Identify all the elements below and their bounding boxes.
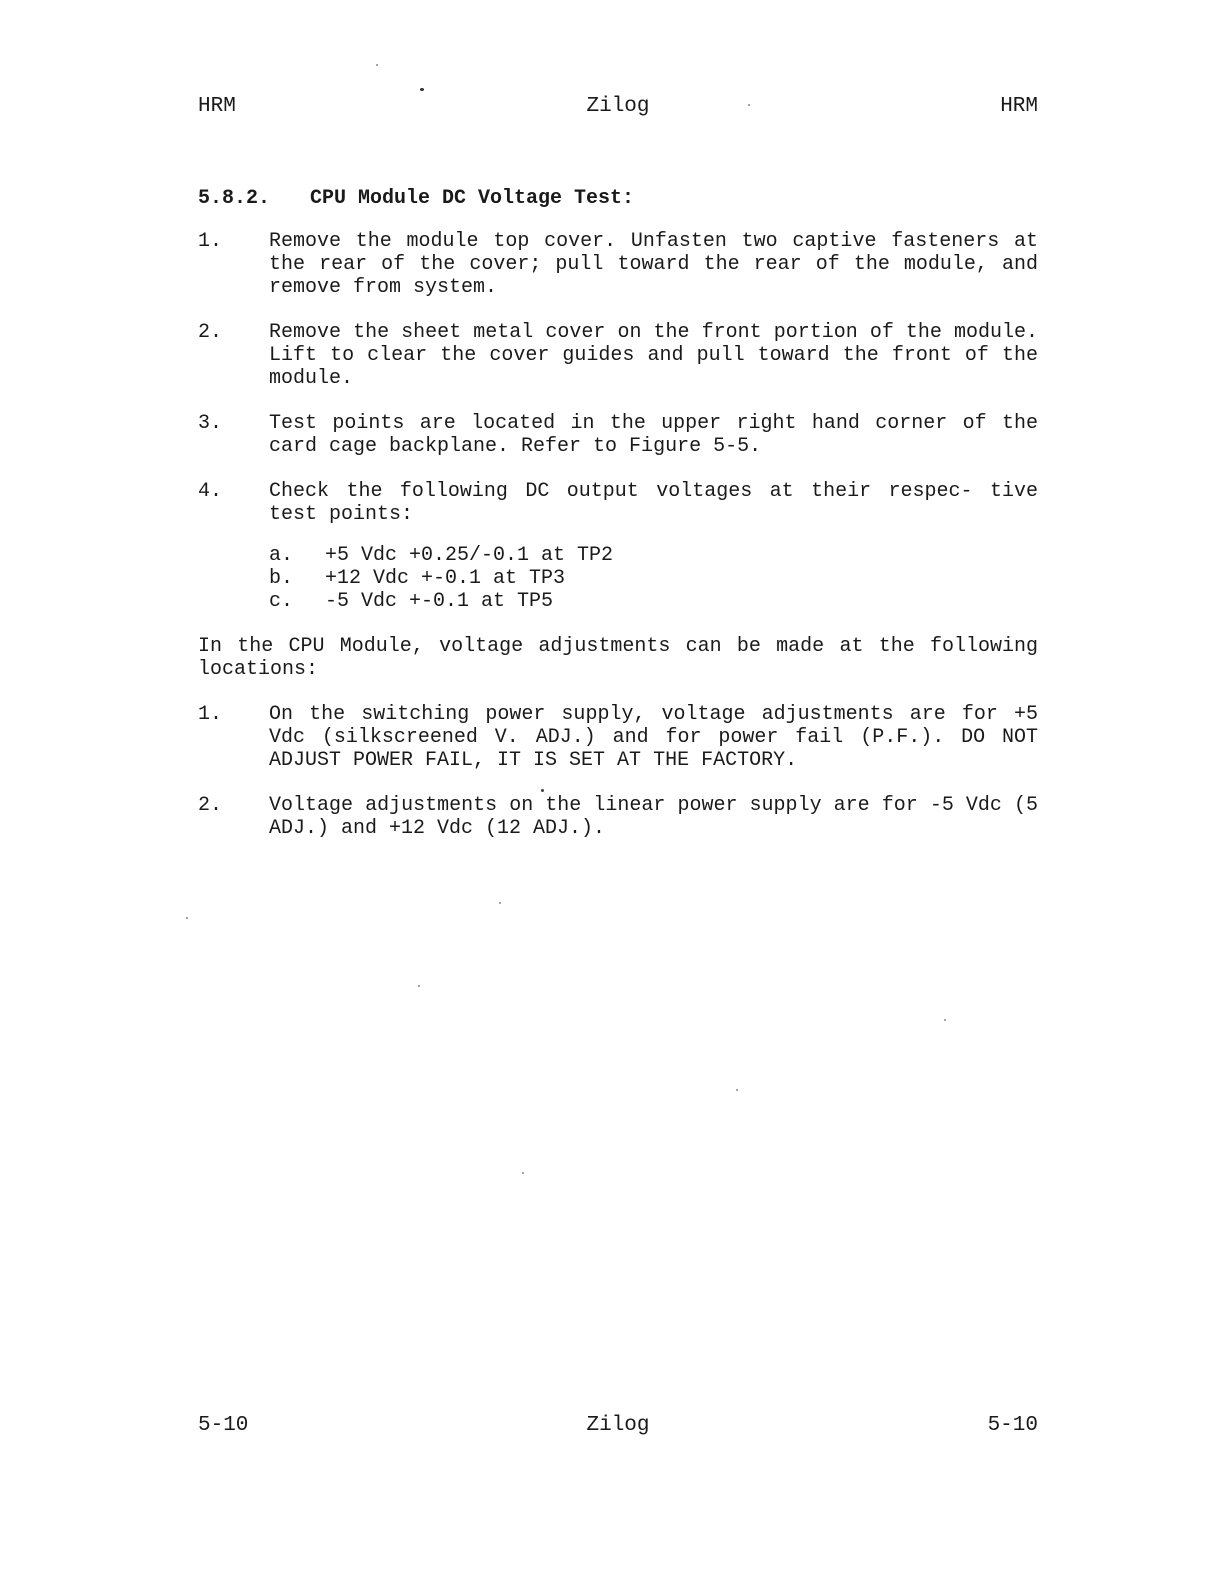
voltage-letter: a. [269,544,294,567]
voltage-item [269,544,1038,567]
section-heading [198,185,1038,213]
page-header [198,92,1038,122]
voltage-letter: c. [269,590,294,613]
voltage-item [269,567,1038,590]
scan-speck [186,917,188,919]
header-left: HRM [198,95,236,118]
scan-speck [736,1089,738,1091]
intro-paragraph: In the CPU Module, voltage adjustments can be made at the following locations: [198,635,1038,681]
step-item [198,321,1038,390]
section-number: 5.8.2. [198,187,271,210]
location-text: On the switching power supply, voltage adjustments are for +5 Vdc (silkscreened V. ADJ.) and for power fail (P.F.). DO NOT ADJUST POWER FAIL, IT IS SET AT THE FACTORY. [269,703,1038,772]
step-number: 2. [198,321,223,344]
voltage-spec: +5 Vdc +0.25/-0.1 at TP2 [325,544,614,567]
scan-speck [420,88,424,91]
page-footer [198,1411,1038,1441]
step-text: Check the following DC output voltages at their respec- tive test points: [269,480,1038,526]
step-text: Remove the module top cover. Unfasten two captive fasteners at the rear of the cover; pull toward the rear of the module, and remove from system. [269,230,1038,299]
step-body [269,480,1038,613]
scan-speck [418,985,420,987]
voltage-item [269,590,1038,613]
scan-speck [541,789,544,792]
adjustment-locations [198,703,1038,840]
step-number: 4. [198,480,223,503]
location-item [198,703,1038,772]
step-item [198,480,1038,613]
section-title: CPU Module DC Voltage Test: [310,187,635,210]
step-text: Remove the sheet metal cover on the front portion of the module. Lift to clear the cover guides and pull toward the front of the module. [269,321,1038,390]
location-number: 2. [198,794,223,817]
header-right: HRM [1000,95,1038,118]
scan-speck [944,1019,946,1021]
step-number: 3. [198,412,223,435]
page-body [198,185,1038,862]
footer-center: Zilog [586,1414,650,1437]
step-number: 1. [198,230,223,253]
header-center: Zilog [586,95,650,118]
voltage-spec: +12 Vdc +-0.1 at TP3 [325,567,566,590]
step-item [198,230,1038,299]
voltage-spec: -5 Vdc +-0.1 at TP5 [325,590,554,613]
scan-speck [522,1172,524,1174]
location-text: Voltage adjustments on the linear power supply are for -5 Vdc (5 ADJ.) and +12 Vdc (12 ADJ.). [269,794,1038,840]
procedure-steps [198,230,1038,613]
scan-speck [748,104,750,106]
location-item [198,794,1038,840]
step-text: Test points are located in the upper right hand corner of the card cage backplane. Refer to Figure 5-5. [269,412,1038,458]
location-number: 1. [198,703,223,726]
scan-speck [376,64,378,66]
scan-speck [499,902,501,904]
footer-right: 5-10 [987,1414,1038,1437]
voltage-letter: b. [269,567,294,590]
voltage-list [269,544,1038,613]
step-item [198,412,1038,458]
footer-left: 5-10 [198,1414,249,1437]
